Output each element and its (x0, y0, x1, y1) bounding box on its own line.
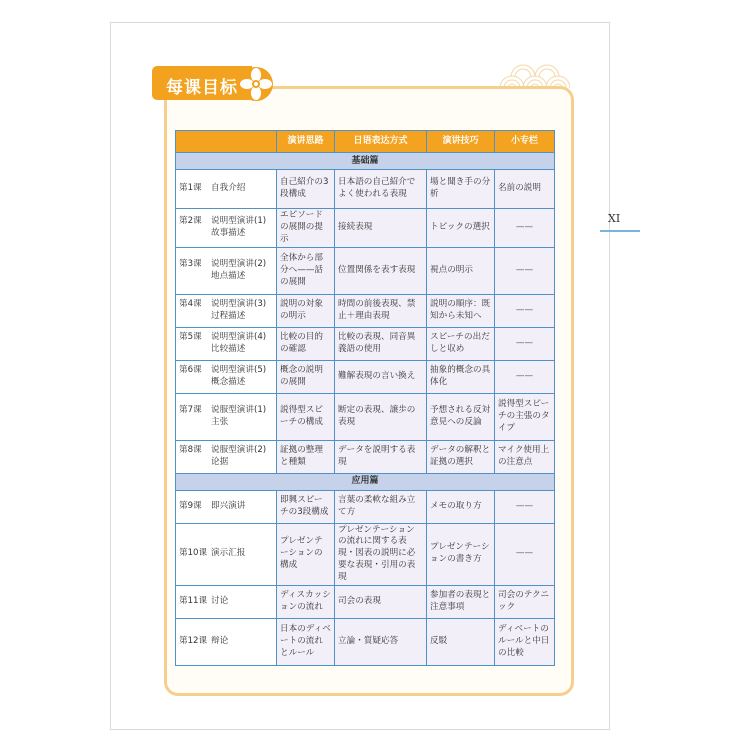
expression-cell: データを説明する表現 (335, 440, 427, 473)
expression-cell: 立論・質疑応答 (335, 618, 427, 665)
table-row (176, 294, 555, 327)
table-row (176, 170, 555, 209)
lesson-name: 说明型演讲(2) 地点描述 (211, 258, 267, 281)
column-cell: 司会のテクニック (495, 585, 555, 618)
table-row (176, 523, 555, 585)
column-cell: —— (495, 523, 555, 585)
column-cell: ディベートのルールと中日の比較 (495, 618, 555, 665)
thinking-cell: 全体から部分へ——話の展開 (277, 247, 335, 294)
technique-cell: スピーチの出だしと収め (427, 327, 495, 360)
lesson-name: 说明型演讲(1) 故事描述 (211, 215, 267, 238)
header-technique: 演讲技巧 (427, 131, 495, 153)
lesson-cell (176, 440, 277, 473)
lesson-name: 讨论 (211, 595, 229, 606)
thinking-cell: 説得型スピーチの構成 (277, 393, 335, 440)
lesson-name: 即兴演讲 (211, 500, 246, 511)
lesson-number: 第3课 (179, 258, 202, 269)
lesson-number: 第12课 (179, 635, 208, 646)
lesson-number: 第11课 (179, 595, 208, 606)
column-cell: 名前の説明 (495, 170, 555, 209)
technique-cell: トピックの選択 (427, 209, 495, 248)
lesson-number: 第7课 (179, 404, 202, 415)
expression-cell: 時間の前後表現、禁止＋理由表現 (335, 294, 427, 327)
table-row (176, 209, 555, 248)
thinking-cell: ディスカッションの流れ (277, 585, 335, 618)
expression-cell: 断定の表現、譲歩の表現 (335, 393, 427, 440)
thinking-cell: 比較の目的の確認 (277, 327, 335, 360)
lesson-name: 说明型演讲(4) 比较描述 (211, 331, 267, 354)
technique-cell: 反駁 (427, 618, 495, 665)
table-row (176, 327, 555, 360)
page-number-rule (600, 230, 640, 232)
thinking-cell: 日本のディベートの流れとルール (277, 618, 335, 665)
thinking-cell: プレゼンテーションの構成 (277, 523, 335, 585)
technique-cell: 視点の明示 (427, 247, 495, 294)
table-row (176, 585, 555, 618)
lesson-cell (176, 170, 277, 209)
expression-cell: 言葉の柔軟な組み立て方 (335, 490, 427, 523)
lesson-name: 自我介绍 (211, 183, 246, 194)
technique-cell: メモの取り方 (427, 490, 495, 523)
section-row (176, 153, 555, 170)
lesson-number: 第6课 (179, 364, 202, 375)
flower-icon (238, 66, 274, 102)
column-cell: マイク使用上の注意点 (495, 440, 555, 473)
section-row (176, 473, 555, 490)
column-cell: —— (495, 294, 555, 327)
table-row (176, 360, 555, 393)
lesson-name: 说服型演讲(2) 论据 (211, 444, 267, 467)
lesson-name: 说明型演讲(3) 过程描述 (211, 298, 267, 321)
lesson-number: 第1课 (179, 183, 202, 194)
lesson-number: 第9课 (179, 500, 202, 511)
lesson-cell (176, 360, 277, 393)
expression-cell: 難解表現の言い換え (335, 360, 427, 393)
technique-cell: プレゼンテーションの書き方 (427, 523, 495, 585)
lesson-cell (176, 209, 277, 248)
table-row (176, 393, 555, 440)
section-title: 每课目标 (166, 78, 238, 98)
lesson-number: 第4课 (179, 298, 202, 309)
lesson-cell (176, 523, 277, 585)
section-name: 基础篇 (176, 153, 555, 170)
column-cell: 説得型スピーチの主張のタイプ (495, 393, 555, 440)
table-row (176, 490, 555, 523)
table-row (176, 440, 555, 473)
expression-cell: 位置関係を表す表現 (335, 247, 427, 294)
column-cell: —— (495, 209, 555, 248)
column-cell: —— (495, 247, 555, 294)
expression-cell: 司会の表現 (335, 585, 427, 618)
thinking-cell: 証拠の整理と種類 (277, 440, 335, 473)
page-number: XI (608, 212, 621, 225)
technique-cell: 場と聞き手の分析 (427, 170, 495, 209)
technique-cell: 参加者の表現と注意事項 (427, 585, 495, 618)
lesson-number: 第10课 (179, 548, 208, 559)
column-cell: —— (495, 327, 555, 360)
lesson-cell (176, 393, 277, 440)
lesson-number: 第2课 (179, 215, 202, 226)
technique-cell: 抽象的概念の具体化 (427, 360, 495, 393)
column-cell: —— (495, 360, 555, 393)
thinking-cell: 説明の対象の明示 (277, 294, 335, 327)
technique-cell: データの解釈と証拠の選択 (427, 440, 495, 473)
thinking-cell: 概念の説明の展開 (277, 360, 335, 393)
column-cell: —— (495, 490, 555, 523)
lesson-cell (176, 585, 277, 618)
technique-cell: 予想される反対意見への反論 (427, 393, 495, 440)
expression-cell: 接続表現 (335, 209, 427, 248)
expression-cell: プレゼンテーションの流れに関する表現・図表の説明に必要な表現・引用の表現 (335, 523, 427, 585)
lesson-number: 第5课 (179, 331, 202, 342)
lesson-cell (176, 294, 277, 327)
table-header-row (176, 131, 555, 153)
lesson-cell (176, 618, 277, 665)
technique-cell: 説明の順序：既知から未知へ (427, 294, 495, 327)
lesson-name: 说服型演讲(1) 主张 (211, 404, 267, 427)
lesson-number: 第8课 (179, 444, 202, 455)
lesson-cell (176, 247, 277, 294)
header-lesson (176, 131, 277, 153)
header-expression: 日语表达方式 (335, 131, 427, 153)
header-column: 小专栏 (495, 131, 555, 153)
lesson-cell (176, 327, 277, 360)
section-name: 应用篇 (176, 473, 555, 490)
expression-cell: 日本語の自己紹介でよく使われる表現 (335, 170, 427, 209)
table-row (176, 618, 555, 665)
lesson-cell (176, 490, 277, 523)
table-row (176, 247, 555, 294)
lesson-objectives-table (175, 130, 555, 666)
thinking-cell: 即興スピーチの3段構成 (277, 490, 335, 523)
lesson-name: 演示汇报 (211, 548, 246, 559)
wave-pattern-icon (500, 62, 570, 88)
expression-cell: 比較の表現、同音異義語の使用 (335, 327, 427, 360)
thinking-cell: エピソードの展開の提示 (277, 209, 335, 248)
lesson-name: 说明型演讲(5) 概念描述 (211, 364, 267, 387)
lesson-name: 辩论 (211, 635, 229, 646)
header-thinking: 演讲思路 (277, 131, 335, 153)
thinking-cell: 自己紹介の3段構成 (277, 170, 335, 209)
